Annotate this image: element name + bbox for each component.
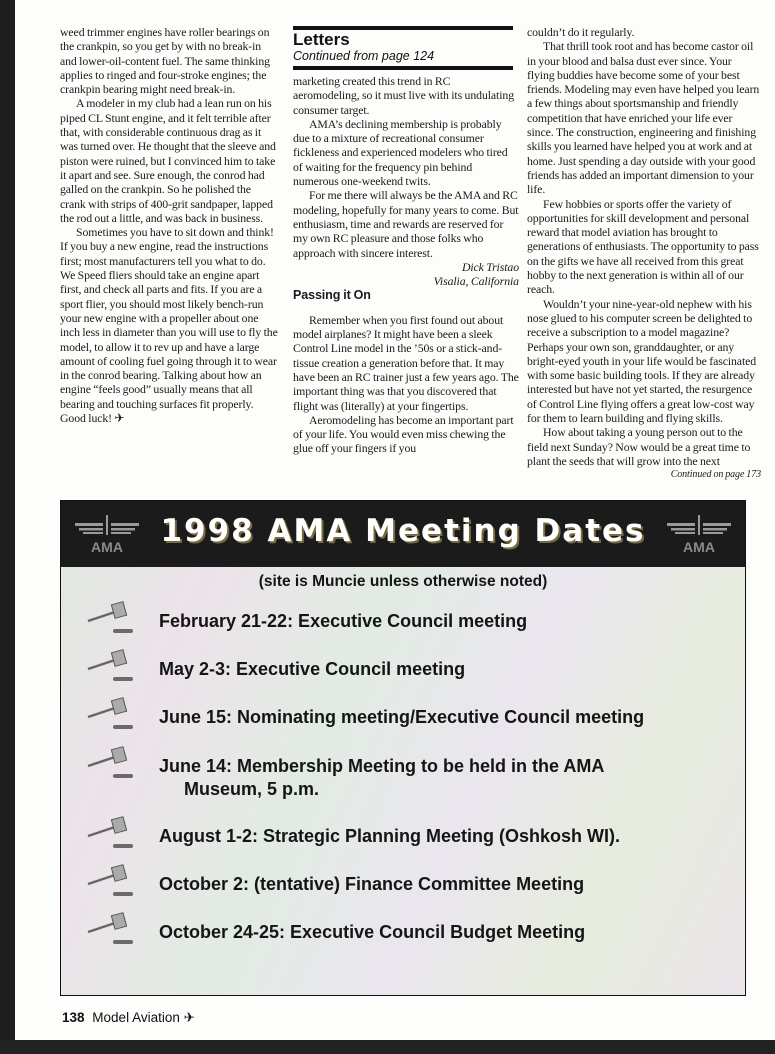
subhead: Passing it On: [293, 288, 371, 303]
article-column-1: [60, 25, 278, 425]
page-number: 138: [62, 1010, 85, 1025]
page-footer: [62, 1010, 195, 1026]
meeting-dates-box: AMA 1998 AMA Meeting Dates AMA (site is Muncie unless otherwise noted) February 21-22: Executive Council meeting May 2-3: Executive Council meeting June 15: Nominating meeting/Executive Council meeting June 14: Membership Meeting to be held in the AMA Museum, 5 p.m. August 1-2: Strategic Planning Meeting (Oshkosh WI). October 2: (tentative) Finance Committee Meeting October 24-25: Executive Council Budget Meeting: [60, 500, 746, 996]
box-title: 1998 AMA Meeting Dates: [160, 513, 646, 549]
ama-logo-icon: AMA: [663, 515, 735, 555]
paragraph: Few hobbies or sports offer the variety of opportunities for skill development and personal reward that model aviation has brought to generations of enthusiasts. The opportunity to pass on the gifts we have all received from this great hobby to the next generation is within all of our reach.: [527, 196, 759, 297]
gavel-icon: [85, 746, 135, 782]
continued-from: Continued from page 124: [293, 49, 435, 63]
section-title: Letters: [293, 30, 350, 49]
gavel-icon: [85, 601, 135, 637]
airplane-icon: ✈: [183, 1010, 195, 1025]
paragraph: How about taking a young person out to the field next Sunday? Now would be a great time to plant the seeds that will grow into the next: [527, 425, 751, 468]
paragraph: Remember when you first found out about model airplanes? It might have been a sleek Control Line model in the ’50s or a stick-and-tissue creation a generation before that. It may have been an RC trainer just a few years ago. The important thing was that you discovered that flight was (literally) at your fingertips.: [293, 312, 519, 413]
rule-bottom: [293, 66, 513, 70]
box-header: [61, 501, 745, 567]
magazine-name: Model Aviation: [92, 1010, 180, 1025]
gavel-icon: [85, 912, 135, 948]
scan-edge-bottom: [0, 1040, 775, 1054]
paragraph: Sometimes you have to sit down and think! If you buy a new engine, read the instructions first; most manufacturers tell you what to do. We Speed fliers should take an engine apart first, and check all parts and fits. If you are a sport flier, you should most likely bench-run your new engine with a propeller about one inch less in diameter than you will use to fly the model, to allow it to rev up and have a large amount of cooling fuel going through it to wear in the conrod bearing. Talking about how an engine “feels good” usually means that all bearing and touching surfaces fit properly. Good luck! ✈: [60, 225, 278, 426]
paragraph: marketing created this trend in RC aeromodeling, so it must live with its undulating consumer target.: [293, 74, 515, 117]
paragraph: That thrill took root and has become castor oil in your blood and balsa dust ever since. Your flying buddies have become some of your best friends. Modeling may even have helped you learn a few things about sportsmanship and friendly competition that have enriched your life ever since. The construction, engineering and finishing skills you learned have helped you at work and at home. Just spending a day outside with your good friends has added an important dimension to your life.: [527, 39, 760, 197]
box-subtitle: (site is Muncie unless otherwise noted): [258, 573, 548, 590]
letters-header: [293, 26, 513, 70]
scan-edge-left: [0, 0, 15, 1054]
signature-name: Dick Tristao: [461, 259, 519, 274]
paragraph: Wouldn’t your nine-year-old nephew with his nose glued to his computer screen be delighted to receive a subscription to a model magazine? Perhaps your own son, granddaughter, or any bright-eyed youth in your life would be fascinated with some basic building tools. If they are already interested but have not yet started, the resurgence of Control Line flying offers a great low-cost way for them to learn building and flying skills.: [527, 296, 757, 426]
paragraph: Aeromodeling has become an important part of your life. You would even miss chewing the glue off your fingers if you: [293, 412, 514, 456]
paragraph: A modeler in my club had a lean run on his piped CL Stunt engine, and it felt terrible after that, with considerable continuous drag as it was turned over. He thought that the sleeve and piston were ruined, but I convinced him to take it apart and see. Sure enough, the conrod had galled on the crankpin. So he polished the crank with strips of 400-grit sandpaper, lapped the rod out a little, and was back in business.: [60, 96, 276, 225]
ama-logo-icon: AMA: [71, 515, 143, 555]
continued-on: Continued on page 173: [670, 469, 761, 481]
paragraph: couldn’t do it regularly.: [527, 25, 635, 39]
gavel-icon: [85, 864, 135, 900]
gavel-icon: [85, 816, 135, 852]
paragraph: weed trimmer engines have roller bearings on the crankpin, so you get by with no break-in and lower-oil-content fuel. The same thinking applies to ringed and four-stroke engines; the crankpin bearing might need break-in.: [60, 25, 270, 97]
article-column-3: [527, 25, 761, 481]
paragraph: AMA’s declining membership is probably due to a mixture of recreational consumer fickleness and experienced modelers who tired of waiting for the frequency pin behind numerous one-weekend twits.: [293, 116, 508, 189]
paragraph: For me there will always be the AMA and RC modeling, hopefully for many years to come. But enthusiasm, time and rewards are reserved for my own RC pleasure and those folks who approach with sincere interest.: [293, 188, 519, 260]
gavel-icon: [85, 697, 135, 733]
gavel-icon: [85, 649, 135, 685]
signature-location: Visalia, California: [433, 274, 519, 289]
letters-column: [293, 74, 519, 456]
